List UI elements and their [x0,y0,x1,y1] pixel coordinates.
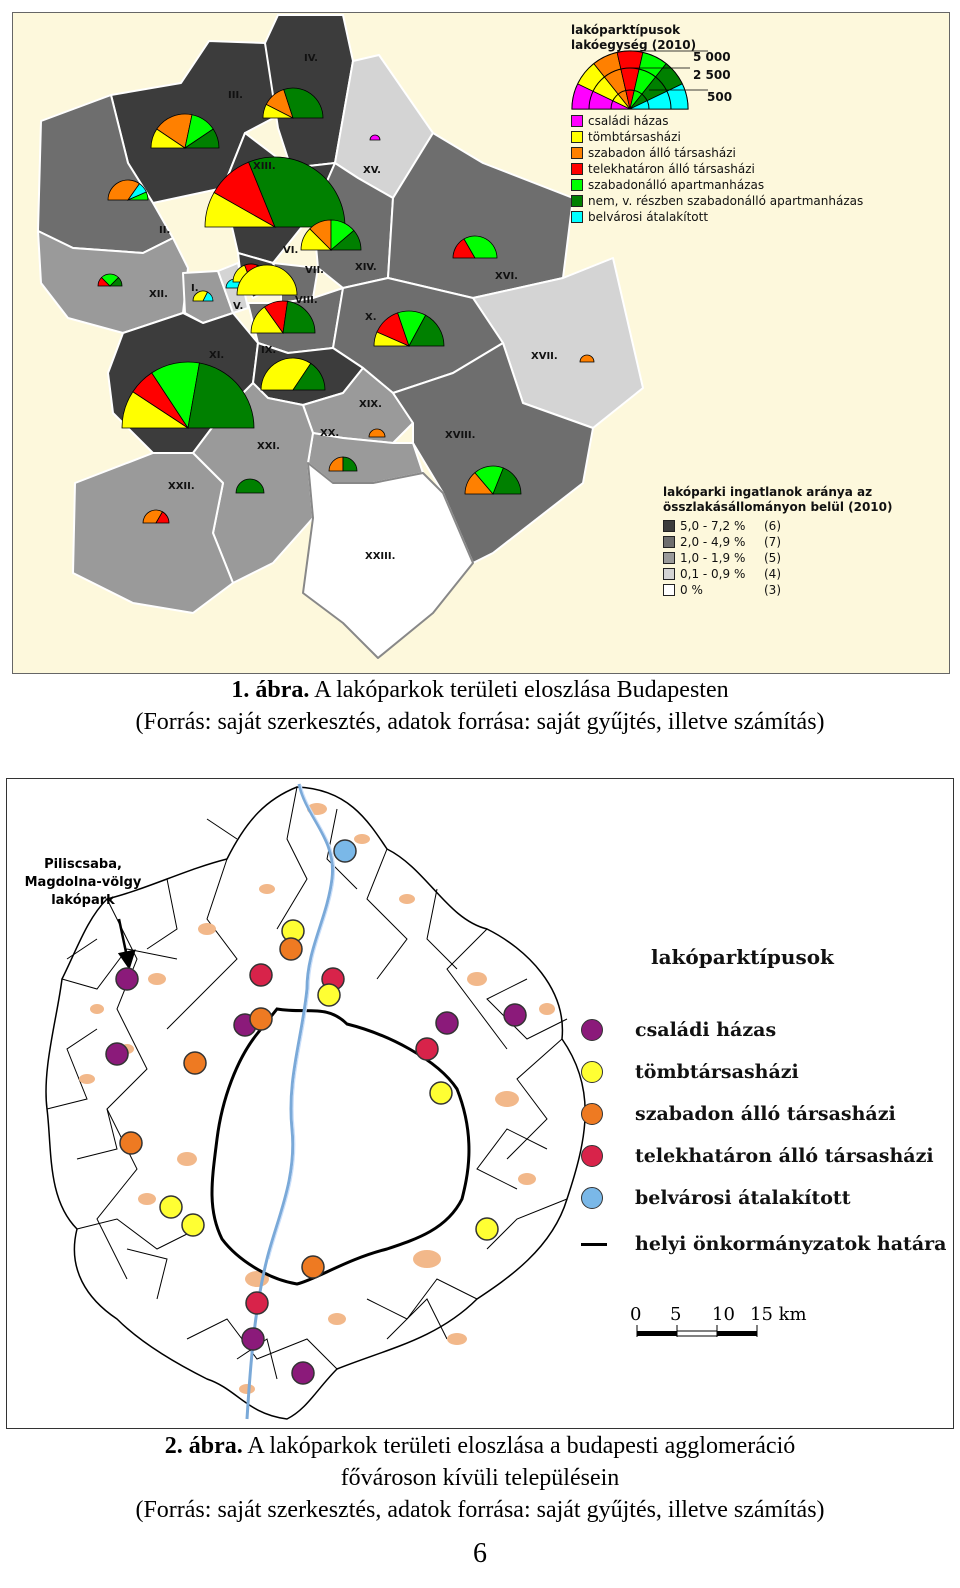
figure-1-caption-title: A lakóparkok területi eloszlása Budapesten [309,677,729,703]
size-legend-value-5000: 5 000 [693,50,731,64]
share-label: 0,1 - 0,9 % [680,567,746,581]
type-label: szabadonálló apartmanházas [588,178,765,192]
page-number: 6 [473,1538,487,1569]
lakopark-point [116,968,138,990]
type-legend-item [571,177,863,193]
share-label: 1,0 - 1,9 % [680,551,746,565]
type-legend-item [571,193,863,209]
lakopark-point [280,938,302,960]
share-legend-item [663,550,893,566]
svg-text:XVI.: XVI. [495,271,518,282]
type-label: családi házas [588,114,669,128]
share-legend-item [663,534,893,550]
lakopark-point [504,1004,526,1026]
share-swatch [663,584,675,596]
figure-2-caption-title: A lakóparkok területi eloszlása a budapesti agglomeráció [242,1433,796,1459]
type-legend-item [571,209,863,225]
type-legend-2-item [581,1135,946,1177]
type-legend-2-label: tömbtársasházi [635,1061,799,1083]
share-count: (3) [764,583,781,597]
svg-text:IV.: IV. [304,53,318,64]
type-label: tömbtársasházi [588,130,681,144]
lakopark-point [242,1328,264,1350]
share-swatch [663,536,675,548]
share-legend-item [663,582,893,598]
annotation-line-1: Piliscsaba, [44,857,122,872]
svg-text:XII.: XII. [149,289,168,300]
share-swatch [663,552,675,564]
figure-2-caption-bold: 2. ábra. [164,1433,243,1459]
type-dot-symbol [581,1103,603,1125]
share-count: (4) [764,567,781,581]
figure-1-caption [0,674,960,706]
lakopark-point [430,1082,452,1104]
share-legend [663,485,893,598]
type-legend-item [571,129,863,145]
lakopark-point [250,964,272,986]
figure-1-caption-bold: 1. ábra. [231,677,310,703]
lakopark-point [246,1292,268,1314]
svg-text:XIII.: XIII. [253,161,276,172]
district-XXII [73,453,233,613]
type-swatch [571,211,583,223]
type-legend [571,113,863,225]
scale-label-10: 10 [712,1304,735,1325]
type-dot-symbol [581,1019,603,1041]
type-legend-2-item [581,1051,946,1093]
svg-text:VI.: VI. [283,245,299,256]
figure-1-source: (Forrás: saját szerkesztés, adatok forrása: saját gyűjtés, illetve számítás) [135,709,825,735]
type-legend-2-label: családi házas [635,1019,777,1041]
piliscsaba-annotation [13,856,153,910]
share-swatch [663,520,675,532]
type-swatch [571,115,583,127]
scale-bar [627,1325,807,1345]
share-label: 2,0 - 4,9 % [680,535,746,549]
type-legend-2-label: belvárosi átalakított [635,1187,851,1209]
type-legend-2-item [581,1009,946,1051]
scale-label-0: 0 [630,1304,642,1325]
svg-text:XV.: XV. [363,165,381,176]
scale-label-15: 15 km [750,1304,807,1325]
size-legend [571,23,696,53]
legend-2-boundary [581,1223,946,1265]
svg-text:XVIII.: XVIII. [445,430,476,441]
lakopark-point [416,1038,438,1060]
size-legend-circles [572,51,708,109]
lakopark-point [302,1256,324,1278]
lakopark-point [250,1008,272,1030]
boundary-line-symbol [581,1243,607,1246]
svg-text:XX.: XX. [320,428,340,439]
share-label: 0 % [680,583,703,597]
figure-1-map [12,12,950,674]
share-swatch [663,568,675,580]
type-label: belvárosi átalakított [588,210,709,224]
type-dot-symbol [581,1187,603,1209]
legend-2-title: lakóparktípusok [651,945,834,969]
share-count: (5) [764,551,781,565]
type-swatch [571,195,583,207]
svg-text:XI.: XI. [209,350,225,361]
svg-text:IX.: IX. [261,345,277,356]
type-legend-item [571,161,863,177]
scale-label-5: 5 [670,1304,682,1325]
share-legend-title-1: lakóparki ingatlanok aránya az [663,485,873,499]
svg-text:II.: II. [159,225,171,236]
figure-2-source: (Forrás: saját szerkesztés, adatok forrása: saját gyűjtés, illetve számítás) [135,1497,825,1523]
svg-text:VIII.: VIII. [295,295,318,306]
svg-text:X.: X. [365,312,377,323]
type-legend-2-label: telekhatáron álló társasházi [635,1145,934,1167]
svg-text:XIV.: XIV. [355,262,377,273]
svg-text:XVII.: XVII. [531,351,558,362]
figure-2-map [6,778,954,1429]
size-legend-title-1: lakóparktípusok [571,23,681,37]
type-label: nem, v. részben szabadonálló apartmanházas [588,194,864,208]
svg-text:XXII.: XXII. [168,481,195,492]
type-legend-item [571,145,863,161]
type-legend-2-item [581,1093,946,1135]
type-legend-2-item [581,1177,946,1219]
lakopark-point [334,840,356,862]
lakopark-point [184,1052,206,1074]
svg-text:XXI.: XXI. [257,441,280,452]
svg-text:XXIII.: XXIII. [365,551,396,562]
share-legend-item [663,518,893,534]
share-count: (7) [764,535,781,549]
lakopark-point [292,1362,314,1384]
type-legend-2 [581,945,946,1265]
size-legend-title-2: lakóegység (2010) [571,38,697,52]
type-label: telekhatáron álló társasházi [588,162,755,176]
lakopark-point [120,1132,142,1154]
share-label: 5,0 - 7,2 % [680,519,746,533]
share-legend-title-2: összlakásállományon belül (2010) [663,500,893,514]
size-legend-value-2500: 2 500 [693,68,731,82]
svg-text:I.: I. [191,283,199,294]
type-swatch [571,147,583,159]
share-count: (6) [764,519,781,533]
legend-2-boundary-label: helyi önkormányzatok határa [635,1233,947,1255]
share-legend-item [663,566,893,582]
type-label: szabadon álló társasházi [588,146,736,160]
lakopark-point [318,984,340,1006]
lakopark-point [106,1043,128,1065]
svg-text:VII.: VII. [305,265,324,276]
type-dot-symbol [581,1061,603,1083]
type-dot-symbol [581,1145,603,1167]
svg-text:V.: V. [233,301,244,312]
svg-text:III.: III. [228,90,243,101]
annotation-line-3: lakópark [51,893,115,908]
figure-2-caption [0,1430,960,1462]
lakopark-point [476,1218,498,1240]
annotation-line-2: Magdolna-völgy [24,875,142,890]
type-swatch [571,131,583,143]
lakopark-point [160,1196,182,1218]
figure-2-caption-line-2: fővároson kívüli településein [340,1465,620,1491]
svg-text:XIX.: XIX. [359,399,382,410]
lakopark-point [436,1012,458,1034]
size-legend-value-500: 500 [707,90,733,104]
lakopark-point [182,1214,204,1236]
type-legend-item [571,113,863,129]
type-swatch [571,163,583,175]
type-legend-2-label: szabadon álló társasházi [635,1103,896,1125]
type-swatch [571,179,583,191]
